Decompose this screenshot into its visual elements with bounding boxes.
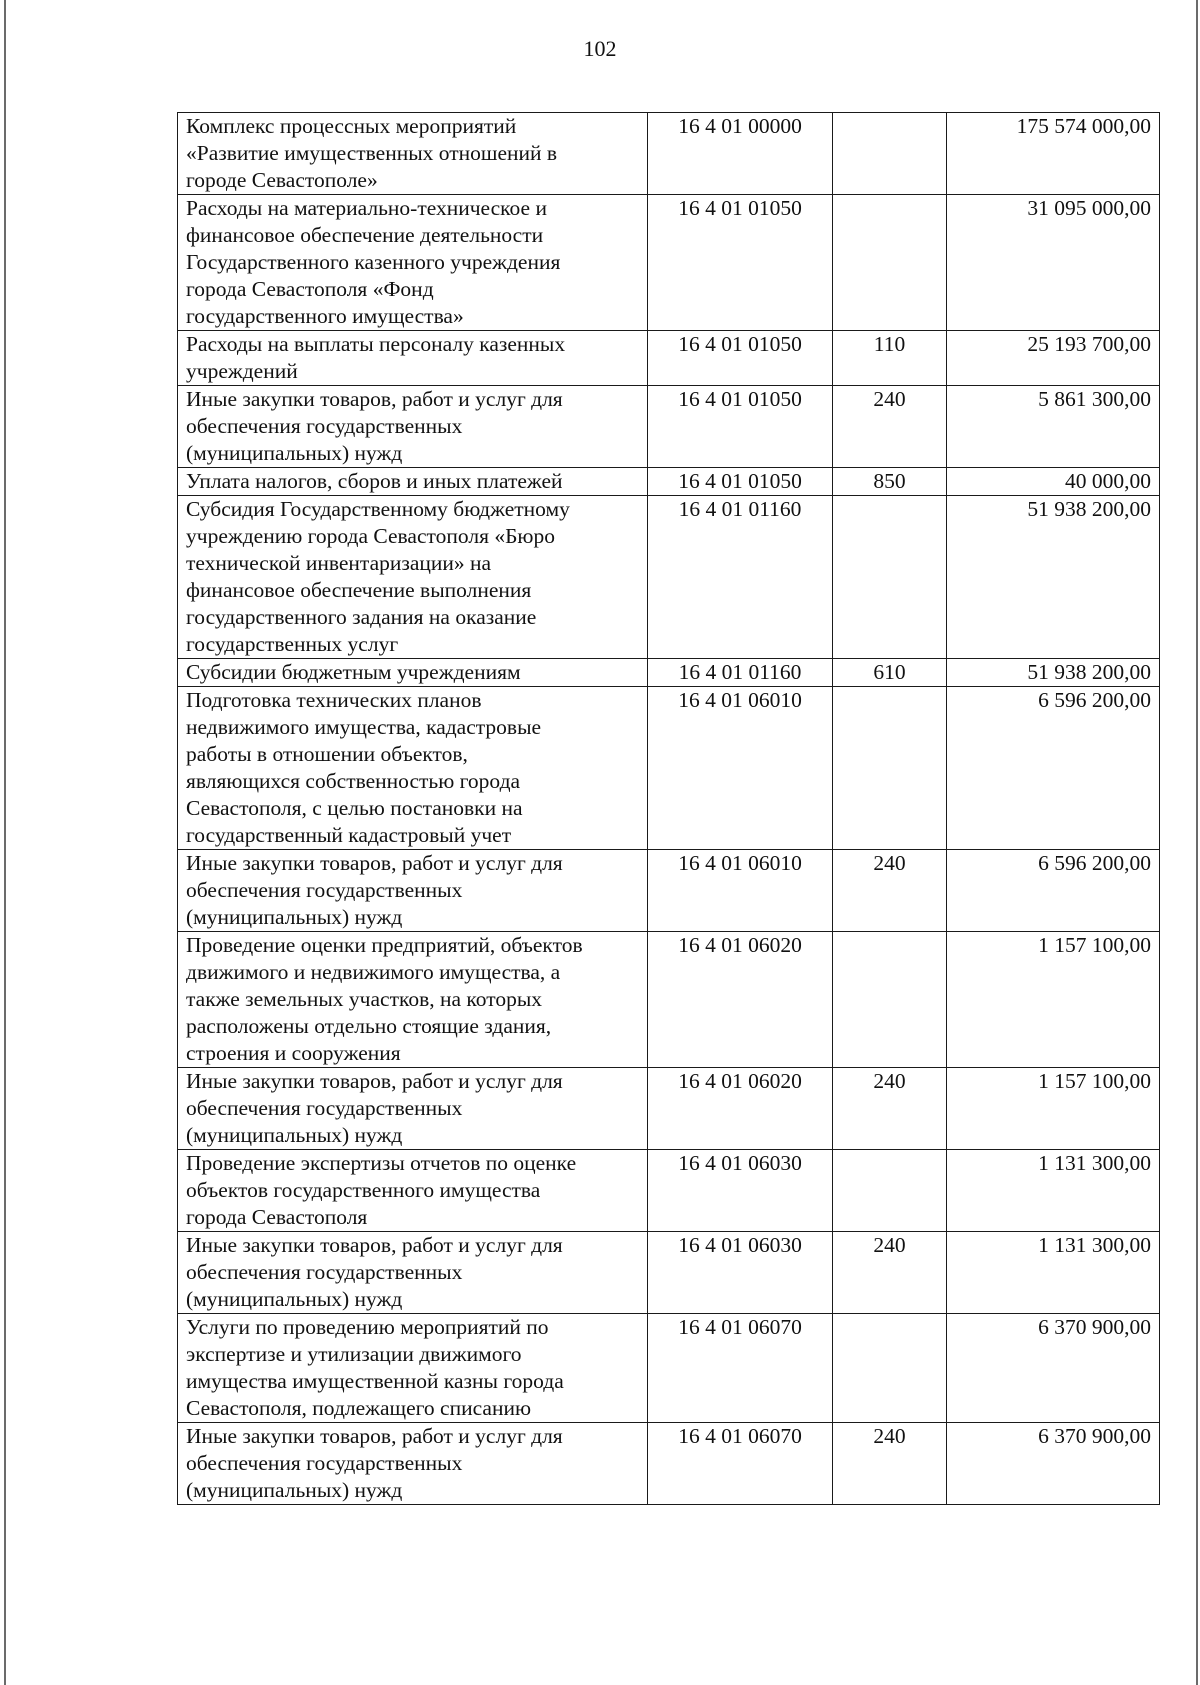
- amount-cell: 25 193 700,00: [947, 331, 1160, 386]
- table-row: [178, 386, 1160, 468]
- expense-type-cell: 110: [833, 331, 947, 386]
- expense-name-cell: Услуги по проведению мероприятий по экспертизе и утилизации движимого имущества имущественной казны города Севастополя, подлежащего списанию: [178, 1314, 648, 1423]
- table-row: [178, 195, 1160, 331]
- target-code-cell: 16 4 01 06070: [648, 1423, 833, 1505]
- table-row: [178, 496, 1160, 659]
- expense-name-cell: Расходы на выплаты персоналу казенных учреждений: [178, 331, 648, 386]
- amount-cell: 1 157 100,00: [947, 1068, 1160, 1150]
- expense-name-cell: Проведение экспертизы отчетов по оценке объектов государственного имущества города Севастополя: [178, 1150, 648, 1232]
- expense-type-cell: 240: [833, 1068, 947, 1150]
- expense-name-cell: Расходы на материально-техническое и финансовое обеспечение деятельности Государственного казенного учреждения города Севастополя «Фонд государственного имущества»: [178, 195, 648, 331]
- scan-border-left: [4, 0, 6, 1685]
- expense-name-cell: Проведение оценки предприятий, объектов движимого и недвижимого имущества, а также земельных участков, на которых расположены отдельно стоящие здания, строения и сооружения: [178, 932, 648, 1068]
- target-code-cell: 16 4 01 01160: [648, 496, 833, 659]
- amount-cell: 175 574 000,00: [947, 113, 1160, 195]
- target-code-cell: 16 4 01 06030: [648, 1150, 833, 1232]
- amount-cell: 1 131 300,00: [947, 1232, 1160, 1314]
- amount-cell: 1 157 100,00: [947, 932, 1160, 1068]
- table-row: [178, 331, 1160, 386]
- target-code-cell: 16 4 01 06030: [648, 1232, 833, 1314]
- table-row: [178, 850, 1160, 932]
- target-code-cell: 16 4 01 06020: [648, 1068, 833, 1150]
- expense-type-cell: [833, 496, 947, 659]
- target-code-cell: 16 4 01 06010: [648, 687, 833, 850]
- expense-type-cell: 240: [833, 1232, 947, 1314]
- target-code-cell: 16 4 01 00000: [648, 113, 833, 195]
- expense-name-cell: Иные закупки товаров, работ и услуг для обеспечения государственных (муниципальных) нужд: [178, 1232, 648, 1314]
- scan-border-right: [1196, 0, 1198, 1685]
- table-row: [178, 932, 1160, 1068]
- amount-cell: 6 370 900,00: [947, 1314, 1160, 1423]
- target-code-cell: 16 4 01 01160: [648, 659, 833, 687]
- expense-type-cell: [833, 687, 947, 850]
- expense-name-cell: Иные закупки товаров, работ и услуг для обеспечения государственных (муниципальных) нужд: [178, 1068, 648, 1150]
- table-row: [178, 1150, 1160, 1232]
- table-row: [178, 113, 1160, 195]
- expense-name-cell: Субсидии бюджетным учреждениям: [178, 659, 648, 687]
- expense-type-cell: [833, 1314, 947, 1423]
- expense-name-cell: Иные закупки товаров, работ и услуг для обеспечения государственных (муниципальных) нужд: [178, 1423, 648, 1505]
- expense-name-cell: Субсидия Государственному бюджетному учреждению города Севастополя «Бюро технической инвентаризации» на финансовое обеспечение выполнения государственного задания на оказание государственных услуг: [178, 496, 648, 659]
- expense-type-cell: 240: [833, 386, 947, 468]
- target-code-cell: 16 4 01 01050: [648, 468, 833, 496]
- expense-name-cell: Иные закупки товаров, работ и услуг для обеспечения государственных (муниципальных) нужд: [178, 850, 648, 932]
- expense-name-cell: Уплата налогов, сборов и иных платежей: [178, 468, 648, 496]
- budget-table-body: [178, 113, 1160, 1505]
- amount-cell: 40 000,00: [947, 468, 1160, 496]
- amount-cell: 6 596 200,00: [947, 687, 1160, 850]
- expense-type-cell: [833, 932, 947, 1068]
- expense-type-cell: [833, 113, 947, 195]
- amount-cell: 6 596 200,00: [947, 850, 1160, 932]
- amount-cell: 51 938 200,00: [947, 496, 1160, 659]
- expense-type-cell: 240: [833, 850, 947, 932]
- target-code-cell: 16 4 01 06010: [648, 850, 833, 932]
- expense-type-cell: 240: [833, 1423, 947, 1505]
- amount-cell: 1 131 300,00: [947, 1150, 1160, 1232]
- table-row: [178, 1423, 1160, 1505]
- expense-type-cell: 850: [833, 468, 947, 496]
- expense-type-cell: [833, 1150, 947, 1232]
- expense-name-cell: Комплекс процессных мероприятий «Развитие имущественных отношений в городе Севастополе»: [178, 113, 648, 195]
- budget-table: [177, 112, 1160, 1505]
- expense-name-cell: Подготовка технических планов недвижимого имущества, кадастровые работы в отношении объектов, являющихся собственностью города Севастополя, с целью постановки на государственный кадастровый учет: [178, 687, 648, 850]
- target-code-cell: 16 4 01 06070: [648, 1314, 833, 1423]
- table-row: [178, 687, 1160, 850]
- table-row: [178, 659, 1160, 687]
- expense-type-cell: 610: [833, 659, 947, 687]
- target-code-cell: 16 4 01 06020: [648, 932, 833, 1068]
- amount-cell: 6 370 900,00: [947, 1423, 1160, 1505]
- amount-cell: 31 095 000,00: [947, 195, 1160, 331]
- target-code-cell: 16 4 01 01050: [648, 386, 833, 468]
- expense-name-cell: Иные закупки товаров, работ и услуг для обеспечения государственных (муниципальных) нужд: [178, 386, 648, 468]
- target-code-cell: 16 4 01 01050: [648, 195, 833, 331]
- amount-cell: 51 938 200,00: [947, 659, 1160, 687]
- target-code-cell: 16 4 01 01050: [648, 331, 833, 386]
- table-row: [178, 1068, 1160, 1150]
- expense-type-cell: [833, 195, 947, 331]
- table-row: [178, 1314, 1160, 1423]
- table-row: [178, 1232, 1160, 1314]
- table-row: [178, 468, 1160, 496]
- amount-cell: 5 861 300,00: [947, 386, 1160, 468]
- page-number: 102: [583, 36, 617, 61]
